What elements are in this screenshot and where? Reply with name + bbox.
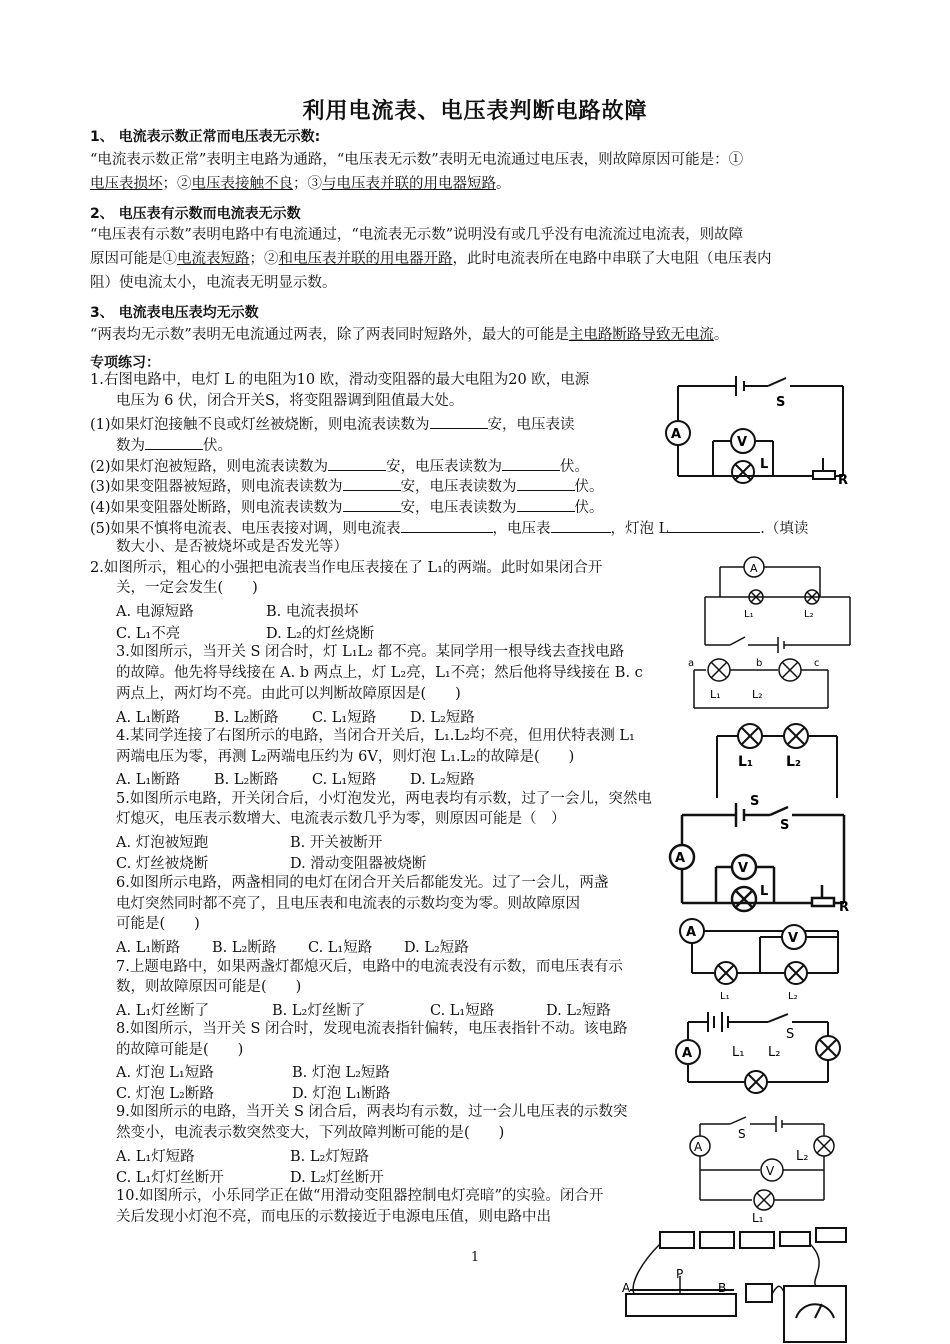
answer-blank[interactable]	[430, 412, 488, 429]
q6-line: 可能是( )	[116, 916, 200, 932]
q1-text: (4)如果变阻器处断路，则电流表读数为	[90, 500, 343, 516]
lamp-l1-label: L₁	[720, 991, 730, 1002]
q3-line: 的故障。他先将导线接在 A. b 两点上，灯 L₂亮，L₁不亮；然后他将导线接在 B. c	[116, 665, 643, 681]
ammeter-icon: A	[750, 562, 758, 575]
q6-line: 电灯突然同时都不亮了，且电压表和电流表的示数均变为零。则故障原因	[116, 896, 580, 912]
q4-option-d[interactable]: D. L₂短路	[410, 772, 475, 788]
switch-label: S	[776, 395, 786, 410]
underlined-answer: 与电压表并联的用电器短路	[322, 176, 496, 192]
section-2-line: “电压表有示数”表明电路中有电流通过，“电流表无示数”说明没有或几乎没有电流流过电流表，则故障	[90, 227, 744, 243]
lamp-label: L	[760, 457, 769, 472]
answer-blank[interactable]	[517, 495, 575, 512]
rheostat-label: R	[839, 900, 850, 915]
answer-blank[interactable]	[343, 474, 401, 491]
q1-text: 安，电压表读	[487, 417, 575, 433]
answer-blank[interactable]	[401, 516, 493, 533]
voltmeter-icon: V	[788, 931, 799, 946]
answer-blank[interactable]	[145, 433, 203, 450]
point-a-label: a	[688, 658, 695, 669]
section-2-heading: 2、 电压表有示数而电流表无示数	[90, 206, 301, 222]
answer-blank[interactable]	[502, 454, 560, 471]
q10-line: 10.如图所示，小乐同学正在做“用滑动变阻器控制电灯亮暗”的实验。闭合开	[116, 1188, 604, 1204]
q1-part-1	[90, 412, 575, 435]
lamp-l2-label: L₂	[796, 1149, 809, 1164]
lamp-l1-label: L₁	[732, 1045, 745, 1060]
apparatus-figure	[620, 1214, 856, 1344]
q1-text: 伏。	[560, 459, 590, 475]
q10-line: 关后发现小灯泡不亮，而电压的示数接近于电源电压值，则电路中出	[116, 1209, 551, 1225]
q1-line: 1.右图电路中，电灯 L 的电阻为10 欧，滑动变阻器的最大电阻为20 欧，电源	[90, 372, 590, 388]
q9-option-b[interactable]: B. L₂灯短路	[290, 1149, 369, 1165]
section-3-line: “两表均无示数”表明无电流通过两表，除了两表同时短路外，最大的可能是	[90, 327, 569, 343]
q3-option-a[interactable]: A. L₁断路	[116, 710, 181, 726]
circuit-figure-3	[686, 658, 846, 718]
section-2-text	[90, 223, 890, 295]
q2-line: 2.如图所示，粗心的小强把电流表当作电压表接在了 L₁的两端。此时如果闭合开	[90, 560, 603, 576]
q8-line: 的故障可能是( )	[116, 1042, 244, 1058]
ammeter-icon: A	[686, 925, 697, 940]
q7-option-a[interactable]: A. L₁灯丝断了	[116, 1003, 210, 1019]
q9-option-a[interactable]: A. L₁灯短路	[116, 1149, 195, 1165]
q3-option-b[interactable]: B. L₂断路	[214, 710, 279, 726]
section-3-heading: 3、 电流表电压表均无示数	[90, 305, 259, 321]
q1-text: ，电压表	[492, 521, 551, 537]
section-1-heading: 1、 电流表示数正常而电压表无示数:	[90, 129, 321, 145]
section-2-line: 阻）使电流太小，电流表无明显示数。	[90, 275, 337, 291]
switch-label: S	[738, 1127, 746, 1141]
q7-line: 数，则故障原因可能是( )	[116, 979, 302, 995]
q6-line: 6.如图所示电路，两盏相同的电灯在闭合开关后都能发光。过了一会儿，两盏	[116, 875, 609, 891]
page-title: 利用电流表、电压表判断电路故障	[302, 99, 648, 124]
voltmeter-icon: V	[766, 1164, 775, 1178]
q7-option-d[interactable]: D. L₂短路	[546, 1003, 611, 1019]
q2-line: 关，一定会发生( )	[116, 580, 258, 596]
switch-label: S	[750, 794, 760, 809]
q1-text: 数为	[116, 438, 145, 454]
practice-heading: 专项练习：	[90, 355, 160, 371]
rheostat-label: R	[838, 473, 849, 488]
underlined-answer: 主电路断路导致无电流	[568, 327, 714, 343]
q1-part-4	[90, 495, 604, 518]
answer-blank[interactable]	[668, 516, 760, 533]
underlined-answer: 和电压表并联的用电器开路	[278, 251, 453, 267]
q1-part-1-cont	[116, 433, 232, 456]
q4-line: 两端电压为零，再测 L₂两端电压约为 6V，则灯泡 L₁.L₂的故障是( )	[116, 749, 575, 765]
q8-option-d[interactable]: D. 灯泡 L₁断路	[292, 1086, 391, 1102]
section-1-line: “电流表示数正常”表明主电路为通路，“电压表无示数”表明无电流通过电压表，则故障原因可能是：①	[90, 152, 744, 168]
q4-option-c[interactable]: C. L₁短路	[312, 772, 377, 788]
q1-text: 伏。	[203, 438, 232, 454]
ammeter-icon: A	[682, 1046, 693, 1061]
circuit-figure-7	[672, 1006, 850, 1096]
section-1-text	[90, 148, 880, 196]
q1-part-3	[90, 474, 604, 497]
switch-label: S	[786, 1027, 795, 1042]
switch-label: S	[780, 818, 790, 833]
lamp-label: L	[760, 884, 769, 899]
circuit-figure-8	[684, 1098, 848, 1225]
q1-text: .（填读	[760, 521, 809, 537]
point-b-label: B	[718, 1281, 727, 1295]
q1-text: (3)如果变阻器被短路，则电流表读数为	[90, 479, 343, 495]
q5-option-a[interactable]: A. 灯泡被短跑	[116, 835, 209, 851]
ammeter-icon: A	[694, 1140, 703, 1154]
q5-line: 5.如图所示电路，开关闭合后，小灯泡发光，两电表均有示数，过了一会儿，突然电	[116, 791, 652, 807]
lamp-l1-label: L₁	[744, 609, 754, 620]
q6-option-d[interactable]: D. L₂短路	[404, 940, 469, 956]
section-2-line: 原因可能是①	[90, 251, 177, 267]
q1-text: 伏。	[574, 500, 604, 516]
voltmeter-icon: V	[738, 861, 749, 876]
q6-option-a[interactable]: A. L₁断路	[116, 940, 181, 956]
ammeter-icon: A	[675, 851, 686, 866]
q1-text: ，灯泡 L	[610, 521, 669, 537]
answer-blank[interactable]	[343, 495, 401, 512]
q1-line: 数大小、是否被烧坏或是否发光等）	[116, 539, 348, 555]
q1-text: 安，电压表读数为	[386, 459, 503, 475]
circuit-figure-5	[664, 795, 854, 915]
q9-line: 9.如图所示的电路，当开关 S 闭合后，两表均有示数，过一会儿电压表的示数突	[116, 1104, 628, 1120]
q3-line: 两点上，两灯均不亮。由此可以判断故障原因是( )	[116, 686, 461, 702]
separator: ；②	[249, 251, 279, 267]
period: 。	[713, 327, 729, 343]
q4-option-b[interactable]: B. L₂断路	[214, 772, 279, 788]
q2-option-b[interactable]: B. 电流表损坏	[266, 604, 359, 620]
underlined-answer: 电压表损坏	[90, 176, 163, 192]
section-3-text	[90, 323, 890, 347]
answer-blank[interactable]	[517, 474, 575, 491]
q1-part-5	[90, 516, 808, 539]
lamp-l1-label: L₁	[752, 1211, 764, 1225]
q8-line: 8.如图所示，当开关 S 闭合时，发现电流表指针偏转，电压表指针不动。该电路	[116, 1021, 628, 1037]
q5-option-d[interactable]: D. 滑动变阻器被烧断	[290, 856, 427, 872]
q9-option-c[interactable]: C. L₁灯灯丝断开	[116, 1170, 224, 1186]
lamp-l1-label: L₁	[710, 688, 721, 701]
circuit-figure-1	[668, 376, 858, 488]
q9-line: 然变小，电流表示数突然变大，下列故障判断可能的是( )	[116, 1125, 505, 1141]
q1-text: 安，电压表读数为	[400, 479, 517, 495]
q2-option-a[interactable]: A. 电源短路	[116, 604, 194, 620]
q1-text: (2)如果灯泡被短路，则电流表读数为	[90, 459, 329, 475]
lamp-l2-label: L₂	[788, 991, 798, 1002]
separator: ；②	[162, 176, 192, 192]
q4-option-a[interactable]: A. L₁断路	[116, 772, 181, 788]
voltmeter-icon: V	[737, 435, 748, 450]
q7-option-c[interactable]: C. L₁短路	[430, 1003, 495, 1019]
lamp-l2-label: L₂	[786, 754, 802, 770]
page-number: 1	[470, 1250, 480, 1265]
lamp-l1-label: L₁	[738, 754, 754, 770]
slider-p-label: P	[676, 1267, 684, 1281]
q6-option-c[interactable]: C. L₁短路	[308, 940, 373, 956]
underlined-answer: 电压表接触不良	[191, 176, 293, 192]
q8-option-a[interactable]: A. 灯泡 L₁短路	[116, 1065, 214, 1081]
q2-option-d[interactable]: D. L₂的灯丝烧断	[266, 626, 375, 642]
q7-option-b[interactable]: B. L₂灯丝断了	[272, 1003, 366, 1019]
point-b-label: b	[756, 658, 763, 669]
q4-line: 4.某同学连接了右图所示的电路，当闭合开关后，L₁.L₂均不亮，但用伏特表测 L₁	[116, 728, 635, 744]
lamp-l2-label: L₂	[768, 1045, 781, 1060]
q6-option-b[interactable]: B. L₂断路	[212, 940, 277, 956]
q3-option-d[interactable]: D. L₂短路	[410, 710, 475, 726]
q1-text: 伏。	[574, 479, 604, 495]
lamp-l2-label: L₂	[752, 688, 763, 701]
q1-text: (1)如果灯泡接触不良或灯丝被烧断，则电流表读数为	[90, 417, 430, 433]
section-2-line: ，此时电流表所在电路中串联了大电阻（电压表内	[452, 251, 772, 267]
circuit-figure-6	[676, 915, 856, 1005]
q1-text: 安，电压表读数为	[400, 500, 517, 516]
q3-line: 3.如图所示，当开关 S 闭合时，灯 L₁L₂ 都不亮。某同学用一根导线去查找电路	[116, 644, 625, 660]
q5-option-c[interactable]: C. 灯丝被烧断	[116, 856, 209, 872]
q5-option-b[interactable]: B. 开关被断开	[290, 835, 383, 851]
underlined-answer: 电流表短路	[177, 251, 250, 267]
lamp-l2-label: L₂	[804, 609, 814, 620]
separator: ；③	[293, 176, 322, 192]
point-a-label: A	[622, 1281, 631, 1295]
q2-option-c[interactable]: C. L₁不亮	[116, 626, 181, 642]
answer-blank[interactable]	[551, 516, 611, 533]
q1-text: (5)如果不慎将电流表、电压表接对调，则电流表	[90, 521, 401, 537]
answer-blank[interactable]	[328, 454, 386, 471]
q1-line: 电压为 6 伏，闭合开关S，将变阻器调到阻值最大处。	[116, 393, 464, 409]
period: 。	[496, 176, 511, 192]
point-c-label: c	[814, 658, 820, 669]
q9-option-d[interactable]: D. L₂灯丝断开	[290, 1170, 384, 1186]
q5-line: 灯熄灭，电压表示数增大、电流表示数几乎为零，则原因可能是（ ）	[116, 811, 566, 827]
ammeter-icon: A	[671, 427, 682, 442]
q8-option-b[interactable]: B. 灯泡 L₂短路	[292, 1065, 390, 1081]
q3-option-c[interactable]: C. L₁短路	[312, 710, 377, 726]
circuit-figure-4	[712, 718, 852, 798]
q7-line: 7.上题电路中，如果两盏灯都熄灭后，电路中的电流表没有示数，而电压表有示	[116, 959, 623, 975]
q8-option-c[interactable]: C. 灯泡 L₂断路	[116, 1086, 214, 1102]
circuit-figure-2	[700, 555, 860, 655]
